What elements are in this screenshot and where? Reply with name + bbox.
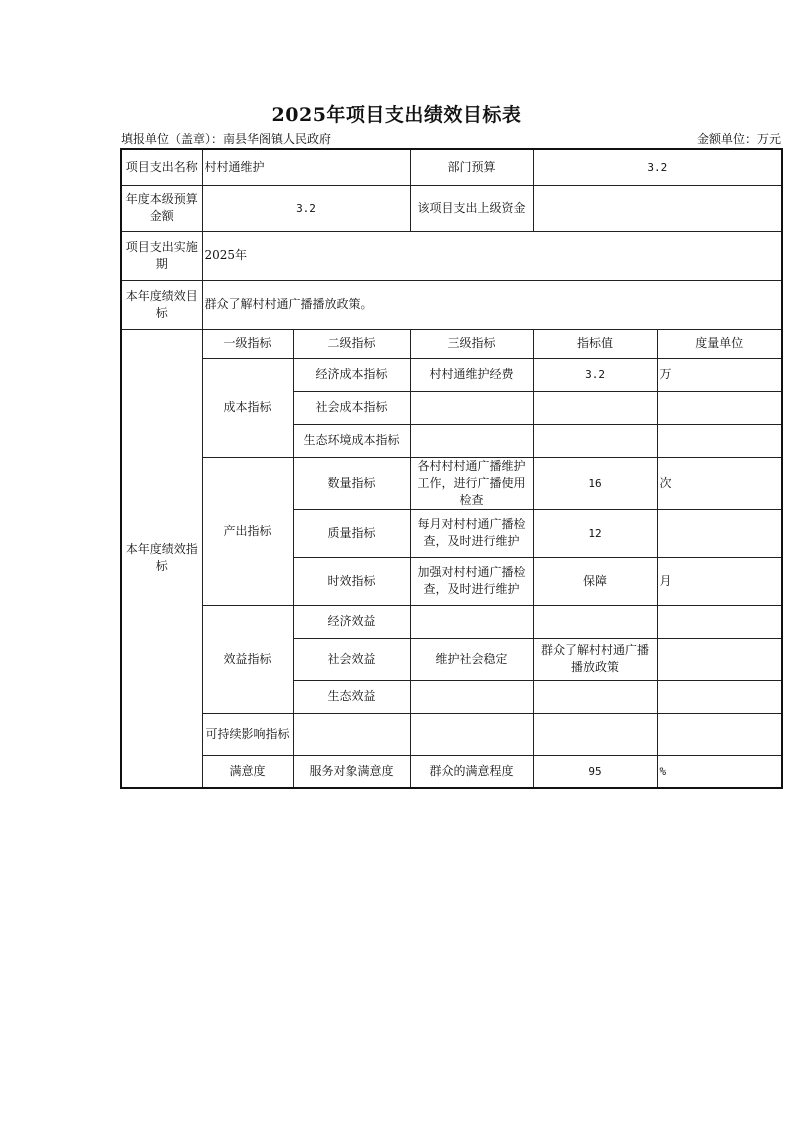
- indicator-value: [533, 424, 657, 457]
- superior-funds-label: 该项目支出上级资金: [410, 185, 533, 231]
- goal-row: [121, 280, 782, 329]
- dept-budget-label: 部门预算: [410, 149, 533, 185]
- annual-budget-value: 3.2: [202, 185, 410, 231]
- level3-indicator: [410, 424, 533, 457]
- level3-indicator: [410, 713, 533, 755]
- table-row: [121, 605, 782, 638]
- level3-indicator: 群众的满意程度: [410, 755, 533, 788]
- period-row: [121, 231, 782, 280]
- table-row: [121, 457, 782, 509]
- measure-unit: [657, 638, 782, 680]
- indicator-value: [533, 680, 657, 713]
- measure-unit: [657, 424, 782, 457]
- level3-indicator: 各村村村通广播维护工作，进行广播使用检查: [410, 457, 533, 509]
- level3-indicator: 每月对村村通广播检查，及时进行维护: [410, 509, 533, 557]
- indicator-value: [533, 391, 657, 424]
- measure-unit: 万: [657, 358, 782, 391]
- indicator-value: 3.2: [533, 358, 657, 391]
- level2-indicator: [293, 713, 410, 755]
- measure-unit: [657, 713, 782, 755]
- level2-indicator: 服务对象满意度: [293, 755, 410, 788]
- period-label: 项目支出实施期: [121, 231, 202, 280]
- indicators-section-label: 本年度绩效指标: [121, 329, 202, 788]
- level2-indicator: 社会效益: [293, 638, 410, 680]
- annual-budget-label: 年度本级预算金额: [121, 185, 202, 231]
- performance-target-table: [120, 148, 783, 789]
- level3-indicator: [410, 605, 533, 638]
- indicator-header-row: [121, 329, 782, 358]
- goal-label: 本年度绩效目标: [121, 280, 202, 329]
- level3-indicator: [410, 680, 533, 713]
- table-row: [121, 755, 782, 788]
- project-name-label: 项目支出名称: [121, 149, 202, 185]
- amount-unit: 金额单位：万元: [696, 132, 781, 146]
- column-header: 度量单位: [657, 329, 782, 358]
- level2-indicator: 质量指标: [293, 509, 410, 557]
- level1-indicator: 成本指标: [202, 358, 293, 457]
- level2-indicator: 经济成本指标: [293, 358, 410, 391]
- level2-indicator: 生态环境成本指标: [293, 424, 410, 457]
- level3-indicator: [410, 391, 533, 424]
- level1-indicator: 效益指标: [202, 605, 293, 713]
- period-value: 2025年: [202, 231, 782, 280]
- column-header: 三级指标: [410, 329, 533, 358]
- indicator-value: 群众了解村村通广播播放政策: [533, 638, 657, 680]
- measure-unit: [657, 680, 782, 713]
- measure-unit: [657, 605, 782, 638]
- column-header: 指标值: [533, 329, 657, 358]
- project-name-value: 村村通维护: [202, 149, 410, 185]
- project-name-row: [121, 149, 782, 185]
- level2-indicator: 经济效益: [293, 605, 410, 638]
- table-row: [121, 358, 782, 391]
- level3-indicator: 维护社会稳定: [410, 638, 533, 680]
- measure-unit: [657, 509, 782, 557]
- measure-unit: 月: [657, 557, 782, 605]
- annual-budget-row: [121, 185, 782, 231]
- filler-unit: 填报单位（盖章）：南县华阁镇人民政府: [121, 132, 332, 146]
- level2-indicator: 数量指标: [293, 457, 410, 509]
- indicator-value: 保障: [533, 557, 657, 605]
- indicator-value: [533, 605, 657, 638]
- page-title: 2025年项目支出绩效目标表: [271, 104, 522, 126]
- level1-indicator: 产出指标: [202, 457, 293, 605]
- level2-indicator: 时效指标: [293, 557, 410, 605]
- level3-indicator: 加强对村村通广播检查，及时进行维护: [410, 557, 533, 605]
- indicator-value: 16: [533, 457, 657, 509]
- measure-unit: %: [657, 755, 782, 788]
- superior-funds-value: [533, 185, 782, 231]
- indicator-value: 12: [533, 509, 657, 557]
- level2-indicator: 社会成本指标: [293, 391, 410, 424]
- level1-indicator: 满意度: [202, 755, 293, 788]
- measure-unit: [657, 391, 782, 424]
- level1-indicator: 可持续影响指标: [202, 713, 293, 755]
- level3-indicator: 村村通维护经费: [410, 358, 533, 391]
- column-header: 一级指标: [202, 329, 293, 358]
- measure-unit: 次: [657, 457, 782, 509]
- indicator-value: [533, 713, 657, 755]
- goal-value: 群众了解村村通广播播放政策。: [202, 280, 782, 329]
- column-header: 二级指标: [293, 329, 410, 358]
- table-row: [121, 713, 782, 755]
- indicator-value: 95: [533, 755, 657, 788]
- level2-indicator: 生态效益: [293, 680, 410, 713]
- dept-budget-value: 3.2: [533, 149, 782, 185]
